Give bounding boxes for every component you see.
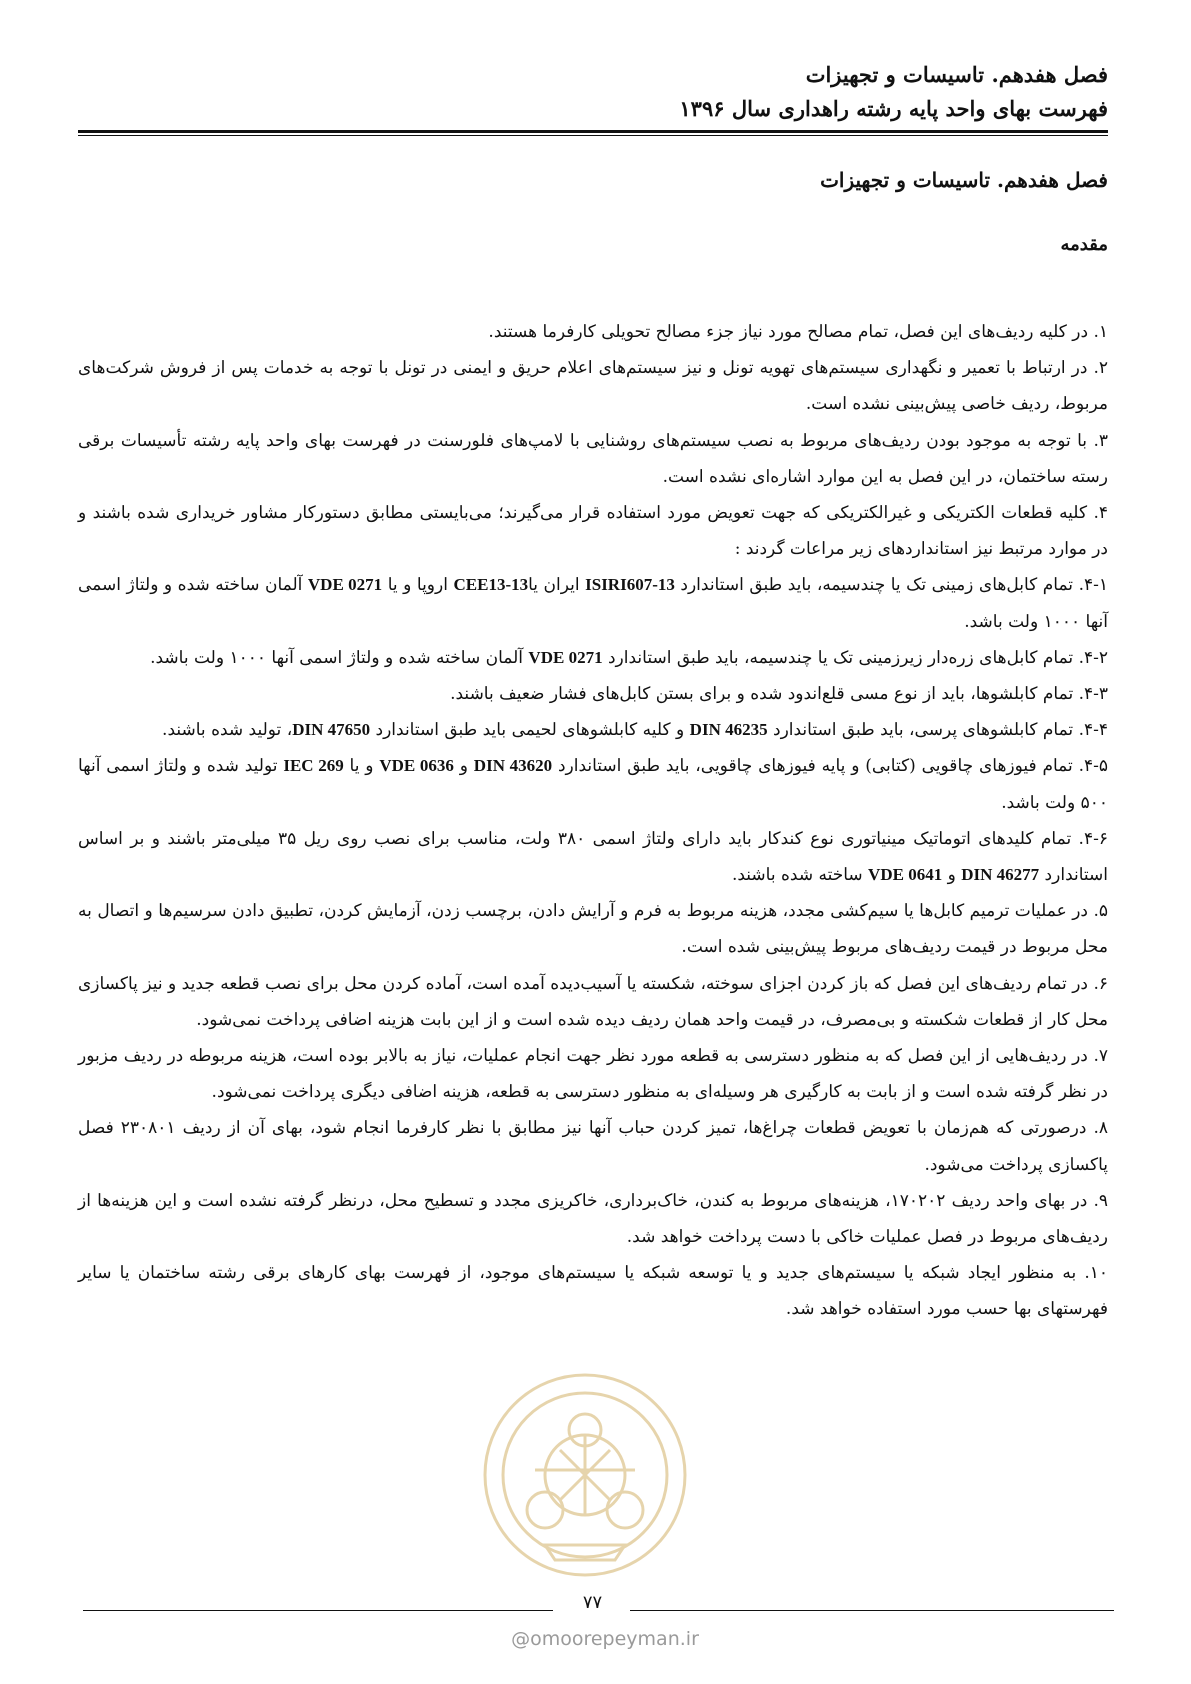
standard-din-43620: DIN 43620 xyxy=(473,756,553,776)
paragraph-4-2-text-a: ۴-۲. تمام کابل‌های زره‌دار زیرزمینی تک یا چندسیمه، باید طبق استاندارد xyxy=(602,647,1108,668)
paragraph-10: ۱۰. به منظور ایجاد شبکه یا سیستم‌های جدید و یا توسعه شبکه یا سیستم‌های موجود، از فهرست بهای کارهای برقی رشته ساختمان یا سایر فهرستهای بها حسب مورد استفاده خواهد شد. xyxy=(78,1263,1108,1320)
footer-rule-right xyxy=(630,1610,1114,1611)
paragraph-4-1-text-b: ایران یا xyxy=(528,575,586,596)
paragraph-9: ۹. در بهای واحد ردیف ۱۷۰۲۰۲، هزینه‌های مربوط به کندن، خاک‌برداری، خاکریزی مجدد و تسطیح محل، درنظر گرفته نشده است و این هزینه‌ها از ردیف‌های مربوط در فصل عملیات خاکی با دست پرداخت خواهد شد. xyxy=(78,1190,1108,1248)
paragraph-4-5-text-b: و xyxy=(453,756,474,777)
paragraph-4-1-text-d: آلمان ساخته شده و ولتاژ اسمی آنها ۱۰۰۰ ولت باشد. xyxy=(78,575,1108,632)
paragraph-2: ۲. در ارتباط با تعمیر و نگهداری سیستم‌های تهویه تونل و نیز سیستم‌های اعلام حریق و ایمنی در تونل با توجه به خدمات پس از فروش شرکت‌های مربوط، ردیف خاصی پیش‌بینی نشده است. xyxy=(78,358,1108,415)
paragraph-4-1 xyxy=(78,567,1108,639)
paragraph-4-4-text-c: ، تولید شده باشند. xyxy=(162,720,293,741)
paragraph-4-5-text-d: تولید شده و ولتاژ اسمی آنها ۵۰۰ ولت باشد. xyxy=(78,756,1108,813)
paragraph-4-5 xyxy=(78,748,1108,820)
header-rule-thick xyxy=(78,130,1108,133)
standard-vde-0641: VDE 0641 xyxy=(868,865,943,885)
header-chapter-line: فصل هفدهم. تاسیسات و تجهیزات xyxy=(805,62,1108,87)
standard-din-47650: DIN 47650 xyxy=(292,720,371,740)
paragraph-4-5-text-a: ۴-۵. تمام فیوزهای چاقویی (کتابی) و پایه فیوزهای چاقویی، باید طبق استاندارد xyxy=(552,756,1108,777)
footer-watermark-text: @omoorepeyman.ir xyxy=(511,1628,699,1650)
standard-vde-0271-armored: VDE 0271 xyxy=(528,647,603,667)
paragraph-4-2-text-b: آلمان ساخته شده و ولتاژ اسمی آنها ۱۰۰۰ ولت باشد. xyxy=(150,647,529,668)
paragraph-4-1-text-a: ۴-۱. تمام کابل‌های زمینی تک یا چندسیمه، باید طبق استاندارد xyxy=(674,575,1108,596)
paragraph-4-4 xyxy=(78,712,1108,748)
paragraph-4-5-text-c: و یا xyxy=(343,756,380,777)
paragraph-1: ۱. در کلیه ردیف‌های این فصل، تمام مصالح مورد نیاز جزء مصالح تحویلی کارفرما هستند. xyxy=(488,322,1108,342)
paragraph-4-1-text-c: اروپا و یا xyxy=(382,575,454,596)
chapter-title: فصل هفدهم. تاسیسات و تجهیزات xyxy=(820,168,1108,192)
paragraph-3: ۳. با توجه به موجود بودن ردیف‌های مربوط به نصب سیستم‌های روشنایی با لامپ‌های فلورسنت در فهرست بهای واحد پایه رشته تأسیسات برقی رسته ساختمان، در این فصل به این موارد اشاره‌ای نشده است. xyxy=(78,430,1108,487)
paragraph-4-4-text-b: و کلیه کابلشوهای لحیمی باید طبق استاندارد xyxy=(370,720,690,741)
header-pricelist-line: فهرست بهای واحد پایه رشته راهداری سال ۱۳۹۶ xyxy=(679,96,1108,121)
standard-din-46235: DIN 46235 xyxy=(689,720,768,740)
paragraph-7: ۷. در ردیف‌هایی از این فصل که به منظور دسترسی به قطعه مورد نظر جهت انجام عملیات، نیاز به بالابر بوده است، هزینه مربوطه در ردیف مزبور در نظر گرفته شده است و از بابت به کارگیری هر وسیله‌ای به منظور دسترسی به قطعه، هزینه اضافی دیگری پرداخت نمی‌شود. xyxy=(78,1046,1108,1103)
paragraph-4-2 xyxy=(78,640,1108,676)
seal-watermark-icon xyxy=(475,1360,695,1590)
standard-din-46277: DIN 46277 xyxy=(961,865,1040,885)
body-text xyxy=(78,314,1108,1328)
paragraph-4-6-text-a: ۴-۶. تمام کلیدهای اتوماتیک مینیاتوری نوع کندکار باید دارای ولتاژ اسمی ۳۸۰ ولت، مناسب برای نصب روی ریل ۳۵ میلی‌متر باشند و بر اساس استاندارد xyxy=(78,828,1108,886)
header-rule-thin xyxy=(78,135,1108,136)
standard-vde-0271: VDE 0271 xyxy=(307,575,383,595)
paragraph-4-6 xyxy=(78,821,1108,893)
page-header xyxy=(78,58,1108,126)
paragraph-5: ۵. در عملیات ترمیم کابل‌ها یا سیم‌کشی مجدد، هزینه مربوط به فرم و آرایش دادن، برچسب زدن، آزمایش کردن، تطبیق دادن سرسیم‌ها و اتصال به محل مربوط در قیمت ردیف‌های مربوط پیش‌بینی شده است. xyxy=(78,901,1108,958)
paragraph-6: ۶. در تمام ردیف‌های این فصل که باز کردن اجزای سوخته، شکسته یا آسیب‌دیده آمده است، آماده کردن محل برای نصب قطعه جدید و نیز پاکسازی محل کار از قطعات شکسته و بی‌مصرف، در قیمت واحد همان ردیف دیده شده است و از این بابت هزینه اضافی پرداخت نمی‌شود. xyxy=(78,973,1108,1030)
paragraph-8: ۸. درصورتی که هم‌زمان با تعویض قطعات چراغ‌ها، تمیز کردن حباب آنها نیز مطابق با نظر کارفرما انجام شود، بهای آن از ردیف ۲۳۰۸۰۱ فصل پاکسازی پرداخت می‌شود. xyxy=(78,1118,1108,1175)
footer-rule-left xyxy=(83,1610,553,1611)
paragraph-4-6-text-b: و xyxy=(942,865,962,886)
paragraph-4-4-text-a: ۴-۴. تمام کابلشوهای پرسی، باید طبق استاندارد xyxy=(767,720,1108,741)
standard-cee: CEE13-13 xyxy=(453,575,529,595)
page-number: ۷۷ xyxy=(582,1592,603,1613)
paragraph-4-3: ۴-۳. تمام کابلشوها، باید از نوع مسی قلع‌اندود شده و برای بستن کابل‌های فشار ضعیف باشند. xyxy=(450,684,1108,705)
intro-heading: مقدمه xyxy=(1060,234,1108,255)
paragraph-4: ۴. کلیه قطعات الکتریکی و غیرالکتریکی که جهت تعویض مورد استفاده قرار می‌گیرند؛ می‌بایستی مطابق دستورکار مشاور خریداری شده باشند و در موارد مرتبط نیز استانداردهای زیر مراعات گردند : xyxy=(78,503,1108,560)
standard-isiri: ISIRI607-13 xyxy=(585,575,675,595)
paragraph-4-6-text-c: ساخته شده باشند. xyxy=(731,865,869,886)
standard-iec-269: IEC 269 xyxy=(283,756,344,776)
standard-vde-0636: VDE 0636 xyxy=(379,756,454,776)
